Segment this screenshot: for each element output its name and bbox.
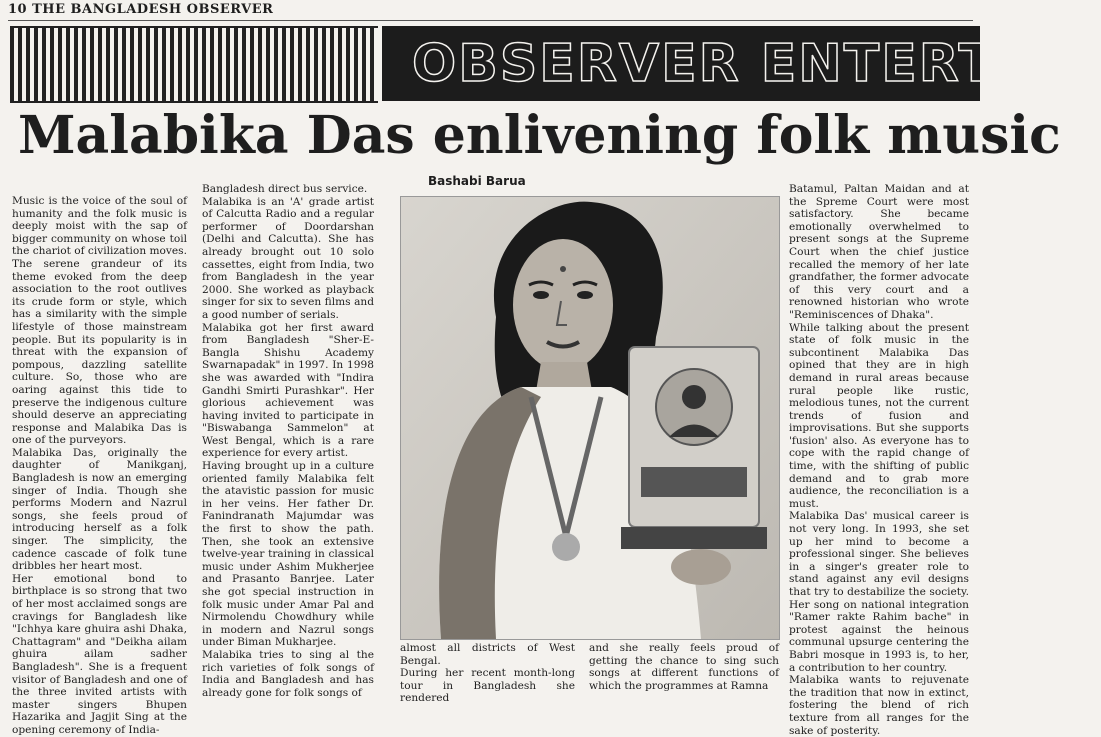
section-banner [382, 26, 1101, 101]
article-column-3: Batamul, Paltan Maidan and at the Spreme Court were most satisfactory. She became emotionally overwhelmed to present songs at the Supreme Court when the chief justice recalled the memory of her late grandfather, the former advocate of this very court and a renowned historian who wrote "Reminiscences of Dhaka". While talking about the present state of folk music in the subcontinent Malabika Das opined that they are in high demand in rural areas because rural people like rustic, melodious tunes, not the current trends of fusion and improvisations. But she supports 'fusion' also. As everyone has to cope with the rapid change of time, with the shifting of public demand and to grab more audience, the reconciliation is a must. Malabika Das' musical career is not very long. In 1993, she set up her mind to become a professional singer. She believes in a singer's greater role to stand against any evil designs that try to destabilize the society. Her song on national integration "Ramer rakte Rahim bache" in protest against the heinous communal upsurge centering the Babri mosque in 1993 is, to her, a contribution to her country. Malabika wants to rejuvenate the tradition that now in extinct, fostering the blend of rich texture from all ranges for the sake of posterity. [789, 183, 969, 737]
singer-photo [400, 196, 780, 640]
singer-photo-illustration [401, 197, 779, 639]
header-rule [8, 20, 973, 21]
section-bar-graphic [10, 26, 378, 103]
page-folio: 10 THE BANGLADESH OBSERVER [8, 2, 274, 17]
article-byline: Bashabi Barua [428, 174, 526, 188]
article-column-photo-caption-right: and she really feels proud of getting the chance to sing such songs at different functions of which the programmes at Ramna [589, 642, 779, 692]
article-headline: Malabika Das enlivening folk music [18, 105, 1061, 166]
article-column-1: Music is the voice of the soul of humanity and the folk music is deeply moist with the sap of bigger community on whose toil the chariot of civilization moves. The serene grandeur of its theme evoked from the deep association to the root outlives its crude form or style, which has a similarity with the simple lifestyle of those mainstream people. But its popularity is in threat with the expansion of pompous, dazzling satellite culture. So, those who are oaring against this tide to preserve the indigenous culture should deserve an appreciating response and Malabika Das is one of the purveyors. Malabika Das, originally the daughter of Manikganj, Bangladesh is now an emerging singer of India. Though she performs Modern and Nazrul songs, she feels proud of introducing herself as a folk singer. The simplicity, the cadence cascade of folk tune dribbles her heart most. Her emotional bond to birthplace is so strong that two of her most acclaimed songs are cravings for Bangladesh like "Ichhya kare ghuira ashi Dhaka, Chattagram" and "Deikha ailam ghuira ailam sadher Bangladesh". She is a frequent visitor of Bangladesh and one of the three invited artists with master singers Bhupen Hazarika and Jagjit Sing at the opening ceremony of India- [12, 195, 187, 736]
section-banner-title: OBSERVER ENTERTAIN [412, 34, 1101, 94]
article-column-photo-caption-left: almost all districts of West Bengal. During her recent month-long tour in Bangladesh she rendered [400, 642, 575, 705]
article-column-2: Bangladesh direct bus service. Malabika is an 'A' grade artist of Calcutta Radio and a regular performer of Doordarshan (Delhi and Calcutta). She has already brought out 10 solo cassettes, eight from India, two from Bangladesh in the year 2000. She worked as playback singer for six to seven films and a good number of serials. Malabika got her first award from Bangladesh "Sher-E-Bangla Shishu Academy Swarnapadak" in 1997. In 1998 she was awarded with "Indira Gandhi Smirti Purashkar". Her glorious achievement was having invited to participate in "Biswabanga Sammelon" at West Bengal, which is a rare experience for every artist. Having brought up in a culture oriented family Malabika felt the atavistic passion for music in her veins. Her father Dr. Fanindranath Majumdar was the first to show the path. Then, she took an extensive twelve-year training in classical music under Ashim Mukherjee and Prasanto Banrjee. Later she got special instruction in folk music under Amar Pal and Nirmolendu Chowdhury while in modern and Nazrul songs under Biman Mukharjee. Malabika tries to sing al the rich varieties of folk songs of India and Bangladesh and has already gone for folk songs of [202, 183, 374, 699]
